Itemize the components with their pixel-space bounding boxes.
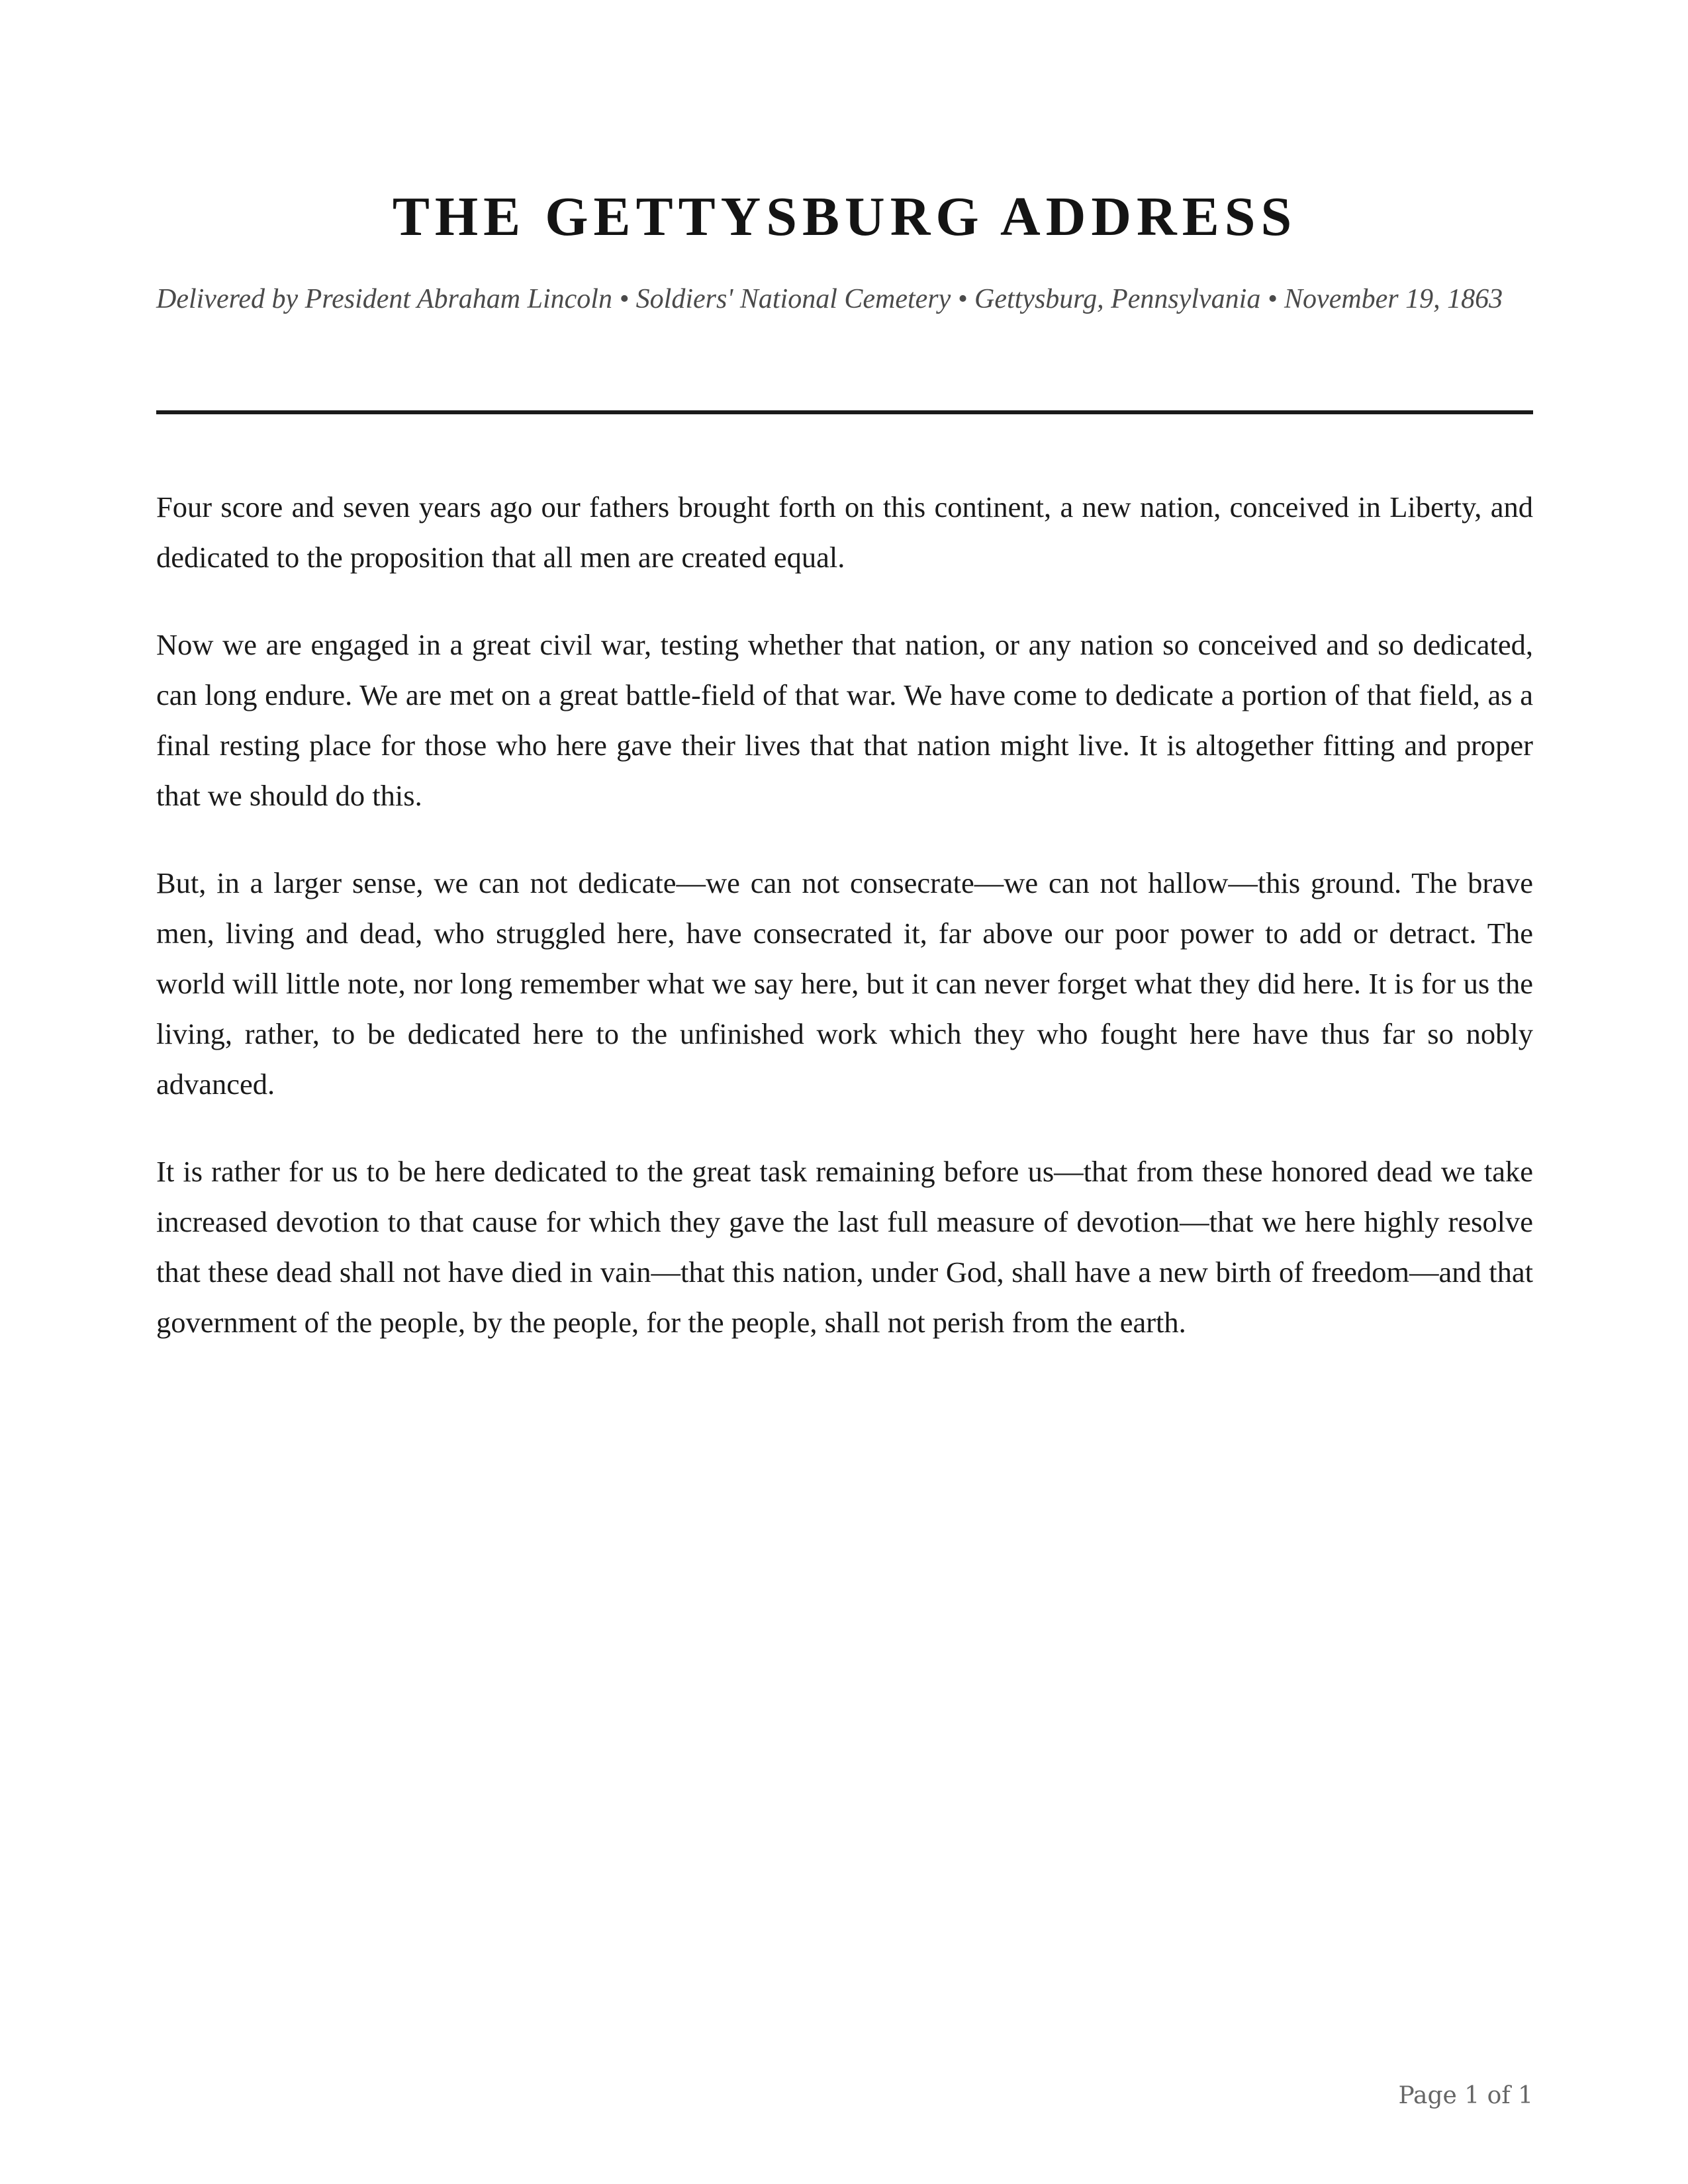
document-title: THE GETTYSBURG ADDRESS xyxy=(392,186,1297,248)
paragraph: Four score and seven years ago our fathers brought forth on this continent, a new nation, conceived in Liberty, and dedicated to the proposition that all men are created equal. xyxy=(156,490,1533,574)
page-number: Page 1 of 1 xyxy=(1398,2082,1533,2109)
document-body xyxy=(156,482,1533,1385)
paragraph: But, in a larger sense, we can not dedicate—we can not consecrate—we can not hallow—this ground. The brave men, living and dead, who struggled here, have consecrated it, far above our poor power to add or detract. The world will little note, nor long remember what we say here, but it can never forget what they did here. It is for us the living, rather, to be dedicated here to the unfinished work which they who fought here have thus far so nobly advanced. xyxy=(156,866,1533,1101)
paragraph: Now we are engaged in a great civil war, testing whether that nation, or any nation so conceived and so dedicated, can long endure. We are met on a great battle-field of that war. We have come to dedicate a portion of that field, as a final resting place for those who here gave their lives that that nation might live. It is altogether fitting and proper that we should do this. xyxy=(156,628,1533,812)
document-subtitle: Delivered by President Abraham Lincoln • Soldiers' National Cemetery • Gettysburg, Pennsylvania • November 19, 1863 xyxy=(156,284,1503,314)
title-divider xyxy=(156,410,1533,414)
paragraph: It is rather for us to be here dedicated to the great task remaining before us—that from these honored dead we take increased devotion to that cause for which they gave the last full measure of devotion—that we here highly resolve that these dead shall not have died in vain—that this nation, under God, shall have a new birth of freedom—and that government of the people, by the people, for the people, shall not perish from the earth. xyxy=(156,1155,1533,1339)
document-page xyxy=(156,0,1533,2184)
